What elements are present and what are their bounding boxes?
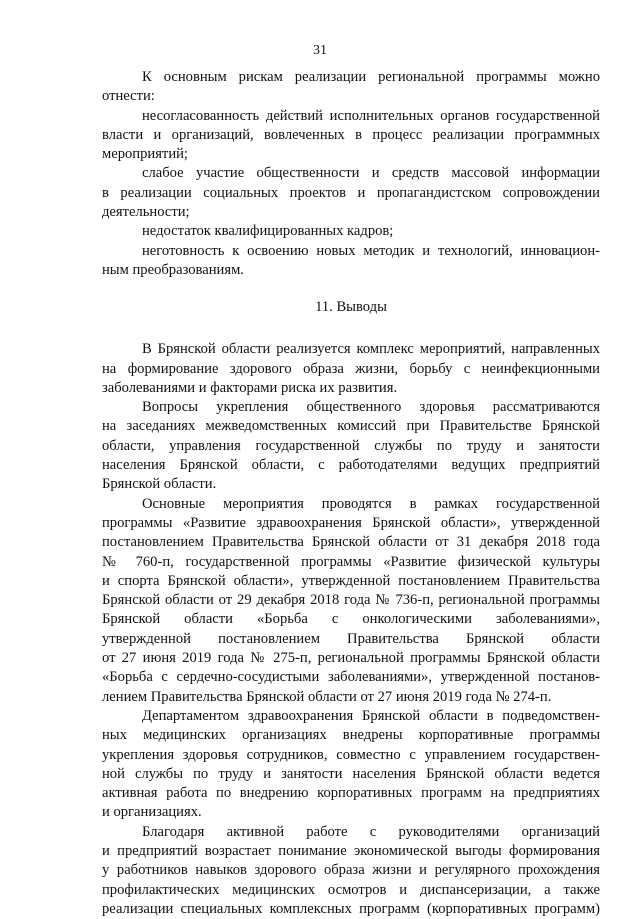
risks-paragraph (102, 68, 600, 107)
paragraph (102, 398, 600, 494)
text-line: у работников навыков здорового образа жизни и регулярного прохождения (102, 862, 600, 879)
text-line: ных медицинских организациях внедрены корпоративные программы (102, 727, 600, 744)
text-line: утвержденной постановлением Правительства Брянской области (102, 630, 600, 647)
text-line: Благодаря активной работе с руководителями организаций (142, 823, 600, 840)
text-line: области, управления государственной службы по труду и занятости (102, 437, 600, 454)
text-line: В Брянской области реализуется комплекс мероприятий, направленных (142, 341, 600, 358)
text-line: Вопросы укрепления общественного здоровья рассматриваются (142, 399, 600, 416)
text-line: слабое участие общественности и средств массовой информации (142, 165, 600, 182)
text-line: заболеваниями и факторами риска их развития. (102, 379, 398, 396)
text-line: реализации специальных комплексных программ (корпоративных программ) (102, 900, 600, 917)
text-line: деятельности; (102, 204, 190, 221)
text-line: К основным рискам реализации региональной программы можно (142, 69, 600, 85)
text-line: и предприятий возрастает понимание экономической выгоды формирования (102, 842, 600, 859)
text-line: ной службы по труду и занятости населения Брянской области ведется (102, 765, 600, 782)
text-line: неготовность к освоению новых методик и технологий, инновацион- (142, 242, 600, 259)
section-heading: 11. Выводы (315, 299, 387, 316)
text-line: и организациях. (102, 804, 202, 821)
text-line: программы «Развитие здравоохранения Брянской области», утвержденной (102, 514, 600, 531)
text-line: профилактических медицинских осмотров и диспансеризации, а также (102, 881, 600, 898)
page-body (102, 68, 600, 919)
text-line: Брянской области. (102, 476, 217, 493)
text-line: «Борьба с сердечно-сосудистыми заболеваниями», утвержденной постанов- (102, 669, 600, 686)
text-line: на формирование здорового образа жизни, борьбу с неинфекционными (102, 360, 600, 377)
text-line: в реализации социальных проектов и пропагандистском сопровождении (102, 184, 600, 201)
text-line: ным преобразованиям. (102, 261, 244, 278)
text-line: лением Правительства Брянской области от 27 июня 2019 года № 274-п. (102, 688, 552, 705)
text-line: несогласованность действий исполнительных органов государственной (142, 107, 600, 124)
text-line: Департаментом здравоохранения Брянской области в подведомствен- (142, 707, 600, 724)
risk-item (102, 242, 600, 281)
text-line: укрепления здоровья сотрудников, совместно с управлением государствен- (102, 746, 600, 763)
risk-item (102, 164, 600, 222)
text-line: активная работа по внедрению корпоративных программ на предприятиях (102, 785, 600, 802)
risk-item (102, 107, 600, 165)
text-line: власти и организаций, вовлеченных в процесс реализации программных (102, 126, 600, 143)
text-line: постановлением Правительства Брянской области от 31 декабря 2018 года (102, 534, 600, 551)
text-line: от 27 июня 2019 года № 275-п, региональной программы Брянской области (102, 650, 600, 667)
text-line: недостаток квалифицированных кадров; (142, 223, 394, 240)
text-line: № 760-п, государственной программы «Развитие физической культуры (102, 553, 600, 570)
paragraph (102, 495, 600, 707)
text-line: мероприятий; (102, 146, 188, 163)
page-number: 31 (313, 43, 327, 58)
paragraph (102, 707, 600, 823)
text-line: населения Брянской области, с работодателями ведущих предприятий (102, 457, 600, 474)
paragraph (102, 340, 600, 398)
text-line: отнести: (102, 88, 155, 105)
text-line: Основные мероприятия проводятся в рамках государственной (142, 495, 600, 512)
text-line: Брянской области от 29 декабря 2018 года № 736-п, региональной программы (102, 592, 600, 609)
risk-item (102, 222, 600, 241)
text-line: и спорта Брянской области», утвержденной постановлением Правительства (102, 572, 600, 589)
text-line: Брянской области «Борьба с онкологическими заболеваниями», (102, 611, 600, 628)
text-line: на заседаниях межведомственных комиссий при Правительстве Брянской (102, 418, 600, 435)
